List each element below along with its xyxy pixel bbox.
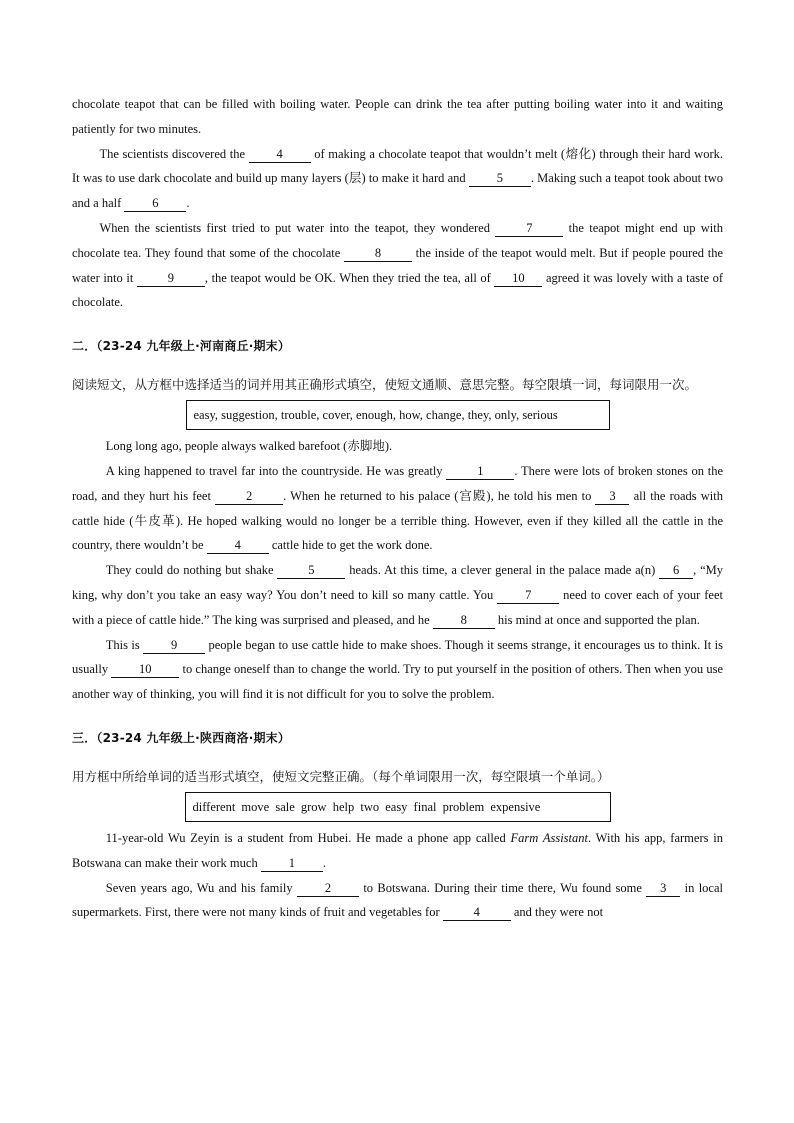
text-run: his mind at once and supported the plan.: [494, 612, 700, 627]
section3-word-box: different move sale grow help two easy final problem expensive: [185, 792, 611, 822]
text-run: all the roads with cattle hide (牛皮革). He hoped walking would no longer be a terrible thing. However, even if they killed all the cattle in the country, there wouldn’t be: [72, 488, 723, 553]
worksheet-page: [72, 92, 723, 925]
text-run: . When he returned to his palace (宫殿), he told his men to: [283, 488, 596, 503]
text-run: The scientists discovered the: [99, 146, 249, 161]
text-run: to Botswana. During their time there, Wu found some: [358, 880, 647, 895]
blank-9[interactable]: 9: [143, 638, 205, 654]
blank-1[interactable]: 1: [446, 464, 514, 480]
blank-7[interactable]: 7: [495, 221, 563, 237]
blank-10[interactable]: 10: [111, 662, 179, 678]
text-run: . With his app, farmers in Botswana can make their work much: [72, 830, 723, 870]
text-run: heads. At this time, a clever general in the palace made a(n): [345, 563, 660, 578]
blank-8[interactable]: 8: [344, 246, 412, 262]
blank-3[interactable]: 3: [646, 881, 680, 897]
blank-4[interactable]: 4: [443, 905, 511, 921]
blank-5[interactable]: 5: [469, 171, 531, 187]
text-run: , “My king, why don’t you take an easy way? You don’t need to kill so many cattle. You: [72, 563, 723, 602]
text-run: and they were not: [510, 905, 604, 920]
text-run: 11-year-old Wu Zeyin is a student from Hubei. He made a phone app called: [105, 830, 511, 845]
blank-10[interactable]: 10: [494, 271, 542, 287]
text-run: .: [186, 196, 190, 211]
blank-2[interactable]: 2: [215, 489, 283, 505]
text-run: of making a chocolate teapot that wouldn’t melt (熔化) through their hard work. It was to use dark chocolate and build up many layers (层) to make it hard and: [72, 146, 723, 186]
passage2-paragraph3: [72, 558, 723, 632]
blank-8[interactable]: 8: [433, 613, 495, 629]
passage1-paragraph2: [72, 142, 723, 216]
passage2-paragraph4: [72, 633, 723, 707]
blank-5[interactable]: 5: [277, 563, 345, 579]
blank-1[interactable]: 1: [261, 856, 323, 872]
text-run: the teapot might end up with chocolate tea. They found that some of the chocolate: [72, 220, 723, 260]
blank-4[interactable]: 4: [249, 147, 311, 163]
section2-instruction: 阅读短文，从方框中选择适当的词并用其正确形式填空，使短文通顺、意思完整。每空限填一词，每词限用一次。: [72, 377, 698, 393]
blank-4[interactable]: 4: [207, 538, 269, 554]
text-run: .: [322, 855, 326, 870]
text-run: They could do nothing but shake: [105, 563, 278, 578]
section3-instruction: 用方框中所给单词的适当形式填空，使短文完整正确。（每个单词限用一次，每空限填一个单词。）: [72, 768, 610, 784]
text-run: Seven years ago, Wu and his family: [105, 880, 297, 895]
text-run: , the teapot would be OK. When they tried the tea, all of: [204, 270, 495, 285]
blank-6[interactable]: 6: [124, 196, 186, 212]
blank-6[interactable]: 6: [659, 563, 693, 579]
text-run: need to cover each of your feet with a piece of cattle hide.” The king was surprised and pleased, and he: [72, 587, 723, 627]
text-run: . There were lots of broken stones on the road, and they hurt his feet: [72, 463, 723, 503]
passage2-paragraph1: Long long ago, people always walked barefoot (赤脚地).: [105, 439, 393, 454]
passage1-paragraph1: [72, 92, 723, 142]
app-name: Farm Assistant: [510, 830, 588, 845]
passage1-text: chocolate teapot that can be filled with boiling water. People can drink the tea after putting boiling water into it and waiting patiently for two minutes.: [72, 97, 723, 136]
text-run: to change oneself than to change the world. Try to put yourself in the position of others. Then when you use another way of thinking, you will find it is not difficult for you to solve the problem.: [72, 662, 723, 702]
text-run: the inside of the teapot would melt. But if people poured the water into it: [72, 245, 723, 285]
section3-heading: 三．（23-24 九年级上·陕西商洛·期末）: [72, 730, 291, 745]
passage2-paragraph2: [72, 459, 723, 558]
section2-word-box: easy, suggestion, trouble, cover, enough, how, change, they, only, serious: [186, 400, 610, 430]
text-run: . Making such a teapot took about two and a half: [72, 171, 723, 211]
blank-3[interactable]: 3: [595, 489, 629, 505]
text-run: people began to use cattle hide to make shoes. Though it seems strange, it encourages us to think. It is usually: [72, 637, 724, 677]
passage3-paragraph1: [72, 826, 723, 876]
blank-7[interactable]: 7: [497, 588, 559, 604]
text-run: A king happened to travel far into the countryside. He was greatly: [105, 463, 447, 478]
passage3-paragraph2: [72, 876, 723, 926]
text-run: This is: [105, 637, 144, 652]
blank-2[interactable]: 2: [297, 881, 359, 897]
text-run: cattle hide to get the work done.: [268, 538, 433, 553]
section2-heading: 二．（23-24 九年级上·河南商丘·期末）: [72, 339, 291, 354]
passage1-paragraph3: [72, 216, 723, 315]
blank-9[interactable]: 9: [137, 271, 205, 287]
text-run: in local supermarkets. First, there were not many kinds of fruit and vegetables for: [72, 880, 723, 920]
text-run: When the scientists first tried to put water into the teapot, they wondered: [99, 220, 496, 235]
text-run: agreed it was lovely with a taste of chocolate.: [72, 270, 723, 310]
